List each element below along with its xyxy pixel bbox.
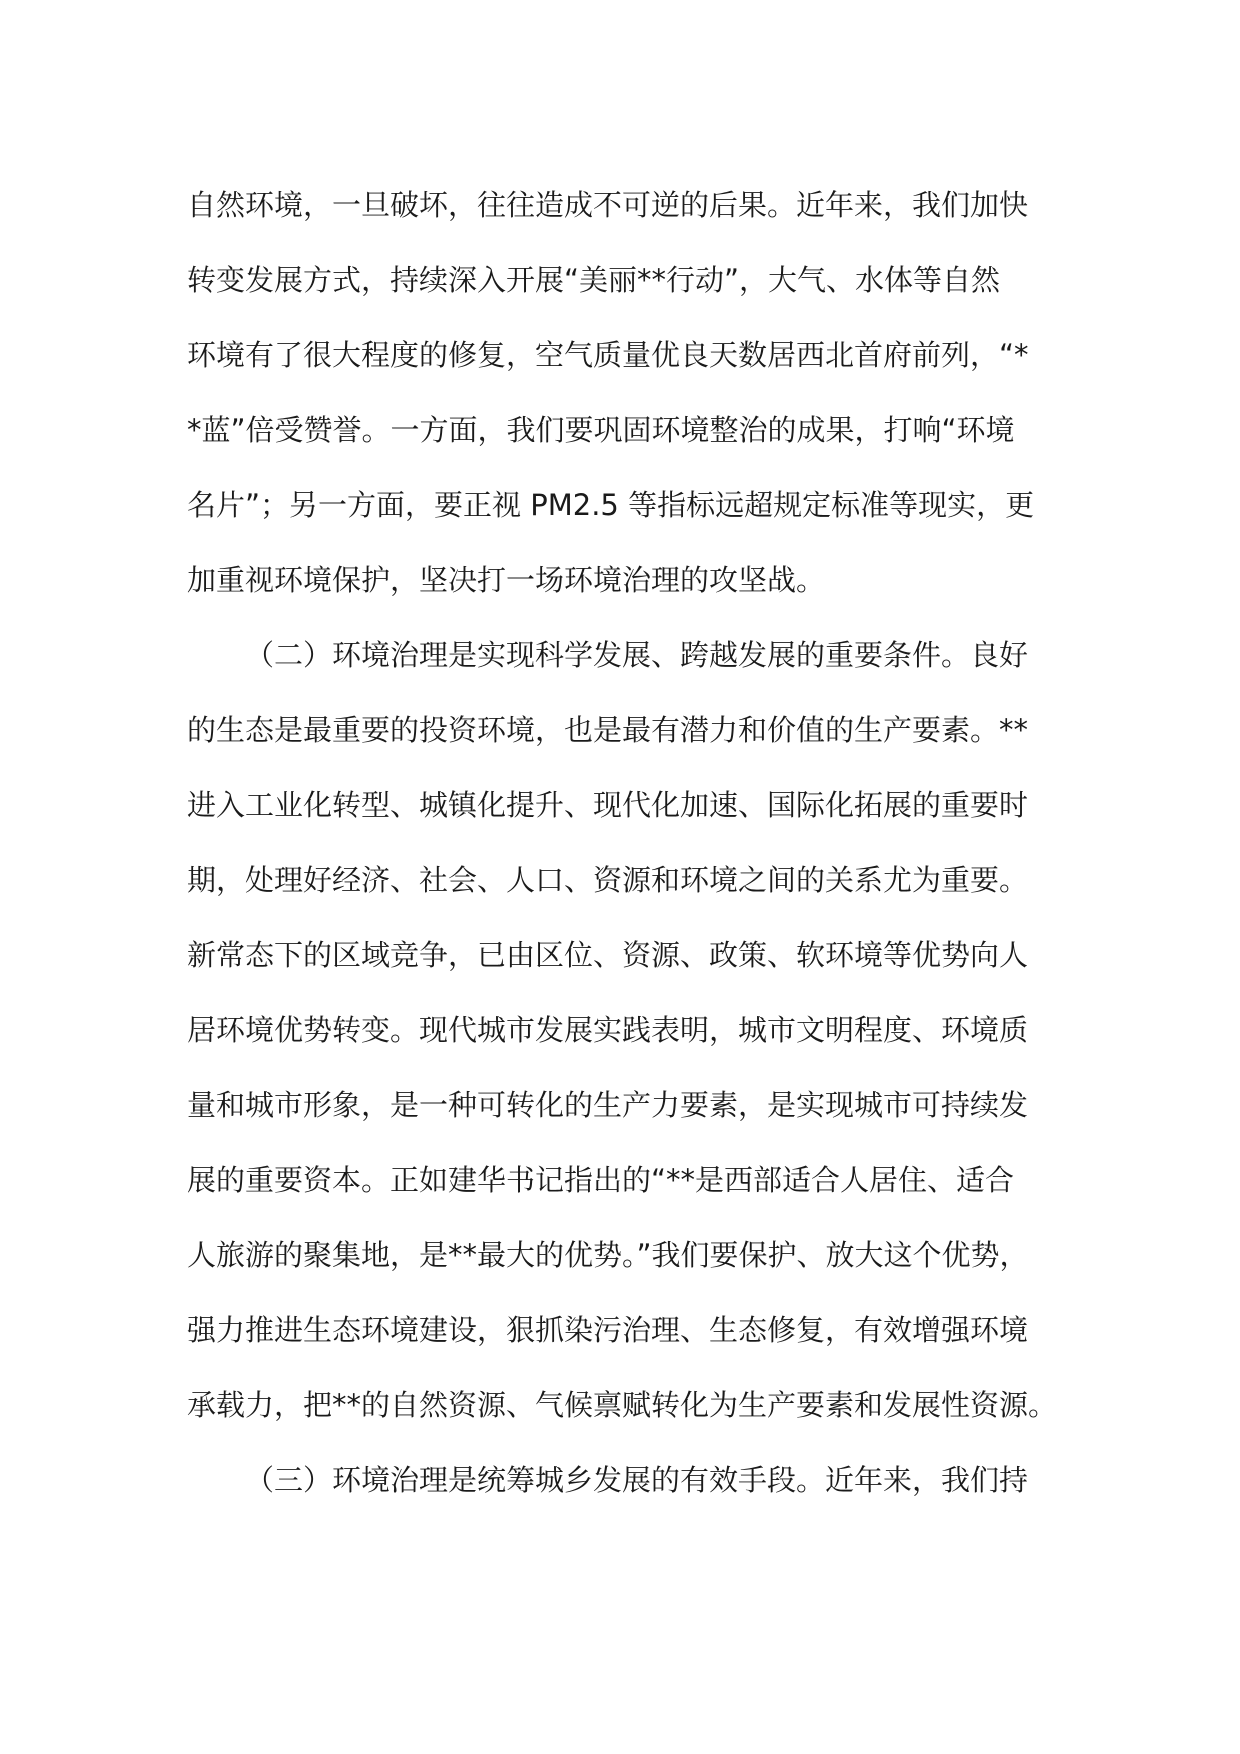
paragraph-2 xyxy=(187,618,1069,1443)
text-line: （二）环境治理是实现科学发展、跨越发展的重要条件。良好 xyxy=(245,638,1029,672)
text-line: 强力推进生态环境建设，狠抓染污治理、生态修复，有效增强环境 xyxy=(187,1313,1029,1347)
text-line: 承载力，把**的自然资源、气候禀赋转化为生产要素和发展性资源。 xyxy=(187,1388,1058,1422)
text-line: 自然环境，一旦破坏，往往造成不可逆的后果。近年来，我们加快 xyxy=(187,188,1029,222)
paragraph-3 xyxy=(187,1443,1069,1518)
paragraph-1 xyxy=(187,168,1069,618)
text-line: 环境有了很大程度的修复，空气质量优良天数居西北首府前列，“* xyxy=(187,338,1029,372)
text-line: 加重视环境保护，坚决打一场环境治理的攻坚战。 xyxy=(187,563,826,597)
text-line: 名片”；另一方面，要正视 PM2.5 等指标远超规定标准等现实，更 xyxy=(187,488,1035,522)
text-line: 期，处理好经济、社会、人口、资源和环境之间的关系尤为重要。 xyxy=(187,863,1029,897)
text-line: 新常态下的区域竞争，已由区位、资源、政策、软环境等优势向人 xyxy=(187,938,1029,972)
text-line: 进入工业化转型、城镇化提升、现代化加速、国际化拓展的重要时 xyxy=(187,788,1029,822)
text-line: 量和城市形象，是一种可转化的生产力要素，是实现城市可持续发 xyxy=(187,1088,1029,1122)
text-line: 人旅游的聚集地，是**最大的优势。”我们要保护、放大这个优势， xyxy=(187,1238,1029,1272)
text-line: （三）环境治理是统筹城乡发展的有效手段。近年来，我们持 xyxy=(245,1463,1029,1497)
document-body xyxy=(187,168,1069,1518)
text-line: 转变发展方式，持续深入开展“美丽**行动”，大气、水体等自然 xyxy=(187,263,1001,297)
text-line: *蓝”倍受赞誉。一方面，我们要巩固环境整治的成果，打响“环境 xyxy=(187,413,1015,447)
text-line: 的生态是最重要的投资环境，也是最有潜力和价值的生产要素。** xyxy=(187,713,1029,747)
text-line: 居环境优势转变。现代城市发展实践表明，城市文明程度、环境质 xyxy=(187,1013,1029,1047)
text-line: 展的重要资本。正如建华书记指出的“**是西部适合人居住、适合 xyxy=(187,1163,1015,1197)
